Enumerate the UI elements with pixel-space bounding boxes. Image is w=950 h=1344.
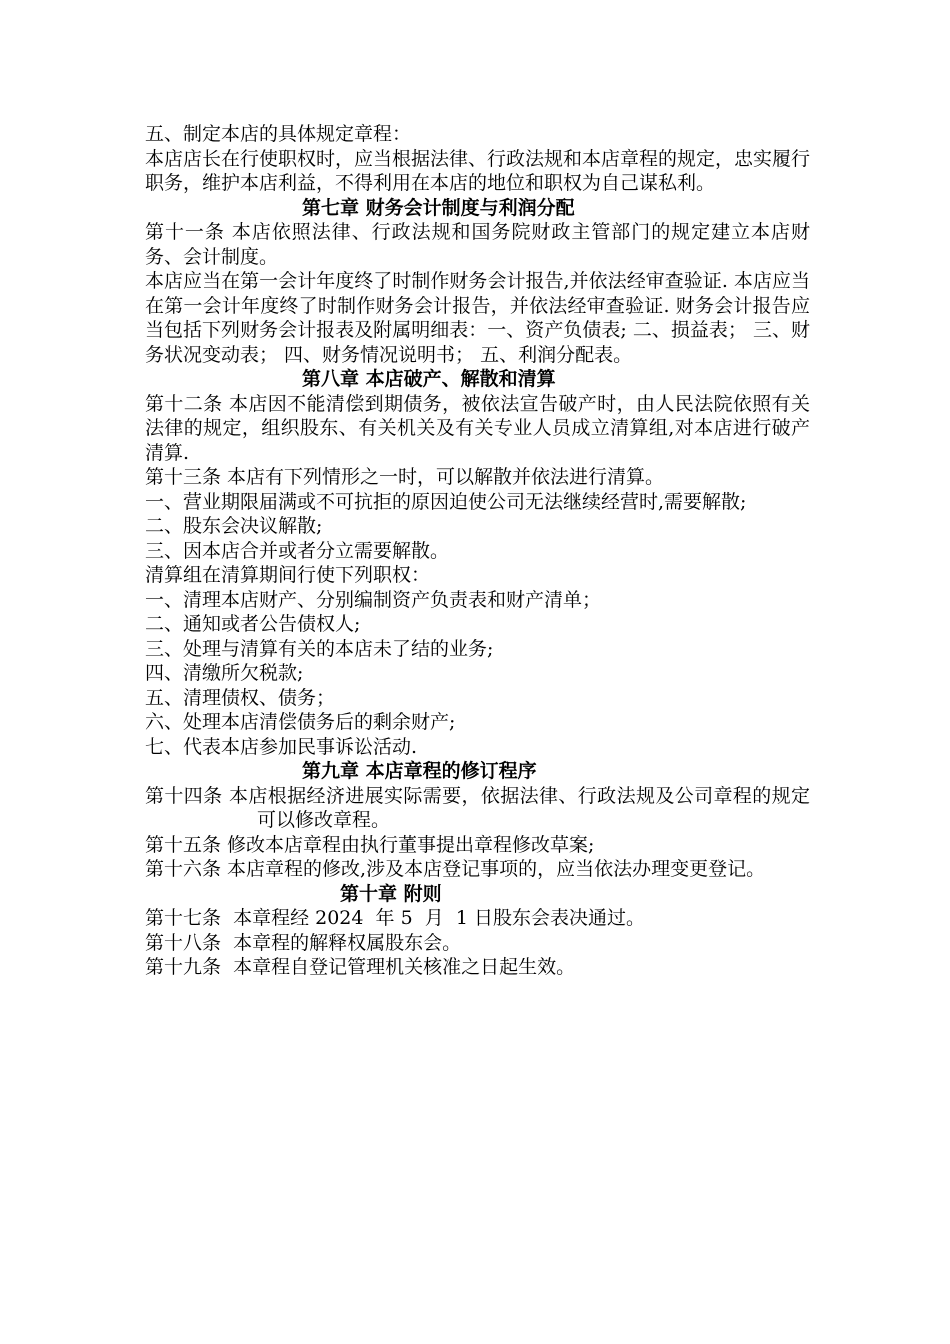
section-item: 五、制定本店的具体规定章程： [145,123,412,145]
liquidation-item-6: 六、处理本店清偿债务后的剩余财产; [145,711,456,733]
liquidation-item-3: 三、处理与清算有关的本店未了结的业务; [145,637,494,660]
liquidation-item-5: 五、清理债权、债务； [145,686,336,709]
chapter-8-heading: 第八章 本店破产、解散和清算 [302,368,556,390]
article-11: 第十一条 本店依照法律、行政法规和国务院财政主管部门的规定建立本店财务、会计制度。 [145,221,810,268]
article-16: 第十六条 本店章程的修改,涉及本店登记事项的，应当依法办理变更登记。 [145,858,766,880]
liquidation-item-2: 二、通知或者公告债权人; [145,613,361,635]
article-14: 第十四条 本店根据经济进展实际需要，依据法律、行政法规及公司章程的规定可以修改章程。 [145,784,810,831]
chapter-10-heading: 第十章 附则 [340,882,442,905]
paragraph-manager-duty: 本店店长在行使职权时，应当根据法律、行政法规和本店章程的规定，忠实履行职务，维护本店利益，不得利用在本店的地位和职权为自己谋私利。 [145,147,811,194]
article-15: 第十五条 修改本店章程由执行董事提出章程修改草案; [145,833,595,856]
chapter-9-heading: 第九章 本店章程的修订程序 [302,760,537,782]
liquidation-item-1: 一、清理本店财产、分别编制资产负责表和财产清单； [145,588,602,611]
liquidation-item-4: 四、清缴所欠税款; [145,662,304,684]
article-12: 第十二条 本店因不能清偿到期债务，被依法宣告破产时，由人民法院依照有关法律的规定，组织股东、有关机关及有关专业人员成立清算组,对本店进行破产清算. [145,392,810,464]
dissolve-item-2: 二、股东会决议解散; [145,515,323,537]
liquidation-item-7: 七、代表本店参加民事诉讼活动. [145,735,418,758]
document-body [145,122,810,980]
article-17: 第十七条 本章程经 2024 年 5 月 1 日股东会表决通过。 [145,907,645,929]
article-18: 第十八条 本章程的解释权属股东会。 [145,931,462,954]
article-19: 第十九条 本章程自登记管理机关核准之日起生效。 [145,956,576,978]
article-13: 第十三条 本店有下列情形之一时，可以解散并依法进行清算。 [145,466,665,488]
dissolve-item-1: 一、营业期限届满或不可抗拒的原因迫使公司无法继续经营时,需要解散; [145,490,747,513]
dissolve-item-3: 三、因本店合并或者分立需要解散。 [145,539,450,562]
chapter-7-heading: 第七章 财务会计制度与利润分配 [302,196,575,219]
liquidation-intro: 清算组在清算期间行使下列职权： [145,564,431,586]
paragraph-finance-report: 本店应当在第一会计年度终了时制作财务会计报告,并依法经审查验证. 本店应当在第一会计年度终了时制作财务会计报告，并依法经审查验证. 财务会计报告应当包括下列财务会计报表及附属明细表：一、资产负债表; 二、损益表； 三、财务状况变动表； 四、财务情况说明书； 五、利润分配表。 [145,270,810,366]
